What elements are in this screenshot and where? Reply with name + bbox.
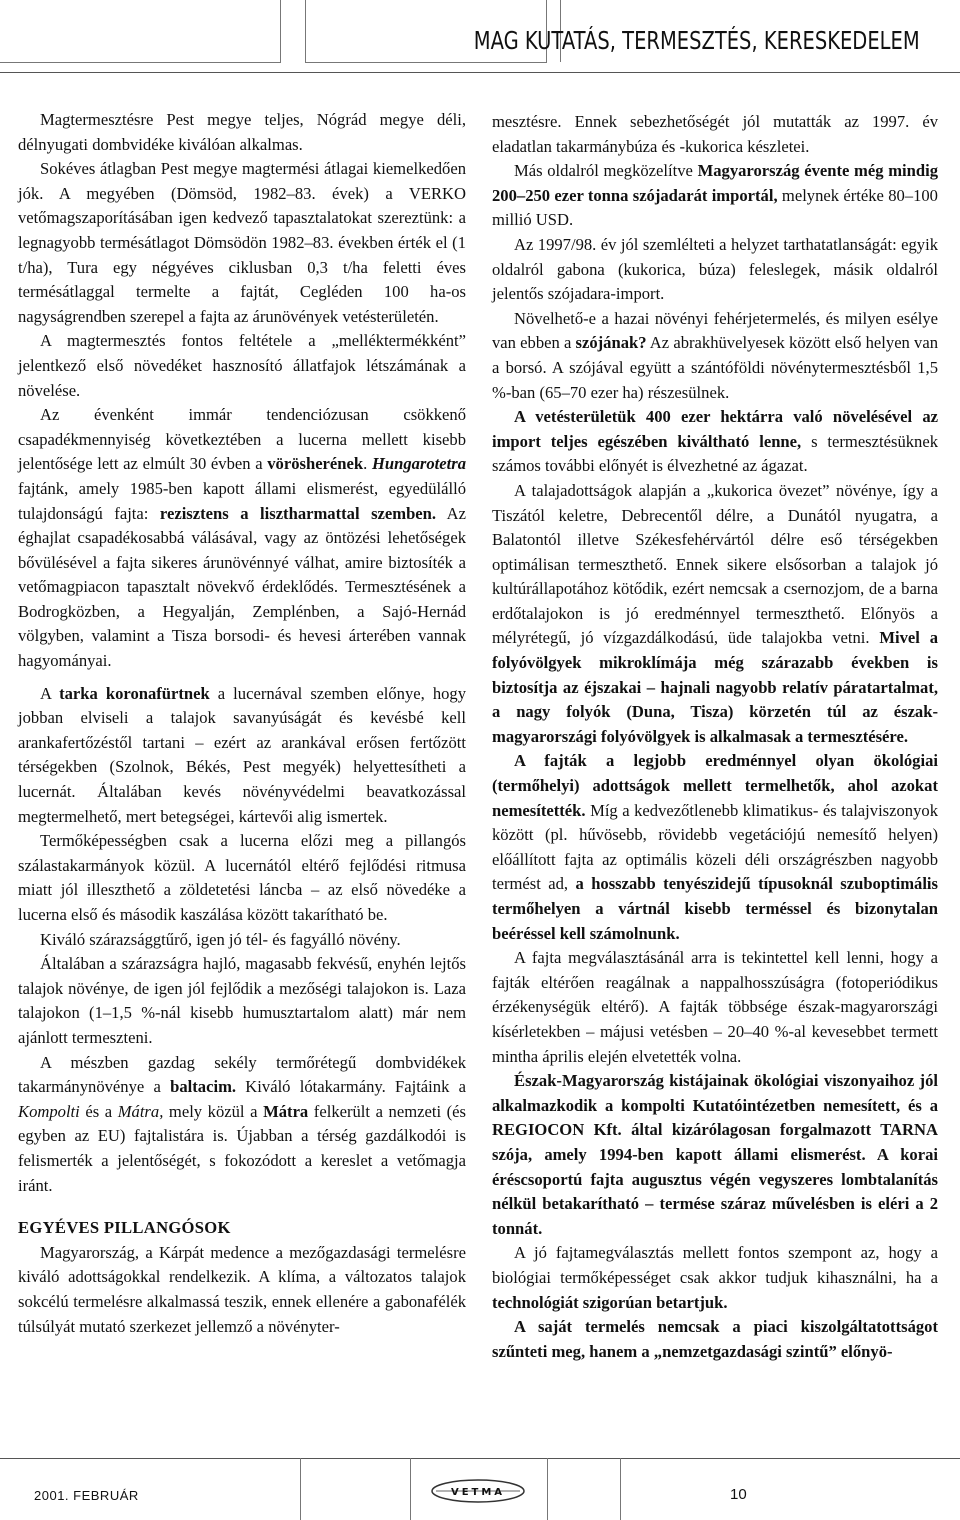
paragraph: Sokéves átlagban Pest megye magtermési átlagai kiemelkedően jók. A megyében (Dömsöd, 1982–83. évek) a VERKO vetőmagszaporításában igen kedvező tapasztalatokat szereztünk: a legnagyobb termésátlagot Dömsödön 1982–83. években érték el (1 t/ha), Tura egy négyéves ciklusban 0,3 t/ha feletti éves termésátlaggal termelte a fajtát, Cegléden 100 ha-os nagyságrendben szerepel a fajta az árunövények vetésterületén. [18, 159, 466, 326]
paragraph: A tarka koronafürtnek a lucernával szemben előnye, hogy jobban elviseli a talajok savanyúságát és kevésbé kell arankafertőzéstől tartani – ezért az arankával erősen fertőzött térségekben (Szolnok, Békés, Pest megyék) helyettesítheti a lucernát. Általában kevés növényvédelmi beavatkozással megtermelhető, mert betegségei, kártevői alig ismertek. [18, 683, 467, 826]
paragraph: Kiváló szárazsággtűrő, igen jó tél- és fagyálló növény. [40, 929, 401, 949]
paragraph: Más oldalról megközelítve Magyarország évente még mindig 200–250 ezer tonna szójadarát importál, melynek értéke 80–100 millió USD. [492, 161, 938, 230]
header-rule [0, 72, 960, 73]
running-head: MAG KUTATÁS, TERMESZTÉS, KERESKEDELEM [474, 26, 920, 55]
paragraph: A fajták a legjobb eredménnyel olyan ökológiai (termőhelyi) adottságok mellett termelhetők, ahol azokat nemesítették. Míg a kedvezőtlenebb klimatikus- és talajviszonyok között (pl. hűvösebb, rövidebb vegetációjú nemesítő helyen) előállított fajta az optimális közeli déli országrészben nagyobb termést ad, a hosszabb tenyészidejű típusoknál szuboptimális termőhelyen a vártnál kisebb terméssel és bizonytalan beéréssel kell számolnunk. [492, 751, 939, 943]
paragraph: A vetésterületük 400 ezer hektárra való növelésével az import teljes egészében kiváltható lenne, s termesztésüknek számos további előnyét is élvezhetné az ágazat. [492, 407, 938, 476]
paragraph: Általában a szárazságra hajló, magasabb fekvésű, enyhén lejtős talajok növénye, de igen jól fejlődik a mezőségi talajokon is. Laza talajokon (1–1,5 %-nál kisebb humusztartalom alatt) már nem ajánlott termeszteni. [18, 954, 466, 1047]
paragraph: Magtermesztésre Pest megye teljes, Nógrád megye déli, délnyugati dombvidéke kiválóan alkalmas. [18, 110, 466, 154]
paragraph: Észak-Magyarország kistájainak ökológiai viszonyaihoz jól alkalmazkodik a kompolti Kutatóintézetben nemesített, és a REGIOCON Kft. által kizárólagosan forgalmazott TARNA szója, amely 1994-ben kapott állami elismerést. A korai éréscsoportú fajta augusztus végén vegyszeres lombtalanítás nélkül betakarítható – termése száraz művelésben is eléri a 2 tonnát. [492, 1071, 938, 1238]
paragraph: A magtermesztés fontos feltétele a „melléktermékként” jelentkező első növedéket hasznosító állatfajok létszámának a növelése. [18, 331, 466, 400]
issue-date: 2001. FEBRUÁR [34, 1488, 139, 1503]
paragraph: A talajadottságok alapján a „kukorica övezet” növénye, így a Tiszától keletre, Debrecentől délre, a Dunától nyugatra, a Balatontól illetve Székesfehérvártól délre eső térségekben optimálisan termeszthető. Ennek sikere elsősorban a talajok jó kultúrállapotához kötődik, ezért nemcsak a csernozjom, de a barna erdőtalajokon is jó eredménnyel termeszthető. Előnyös a mélyrétegű, jó vízgazdálkodású, üde talajokba vetni. Mivel a folyóvölgyek mikroklímája még szárazabb években is biztosítja az éjszakai – hajnali nagyobb relatív páratartalmat, a nagy folyók (Duna, Tisza) körzetén túl az észak-magyarországi folyóvölgyek is alkalmasak a termesztésére. [492, 480, 938, 746]
section-heading: EGYÉVES PILLANGÓSOK [18, 1218, 231, 1238]
logo-text: VETMA [450, 1487, 506, 1498]
right-column [492, 110, 938, 1364]
paragraph: Magyarország, a Kárpát medence a mezőgazdasági termelésre kiváló adottságokkal rendelkezik. A klíma, a változatos talajok sokcélú termelésre alkalmassá teszik, ennek ellenére a gabonafélék túlsúlyát mutató szerkezet jellemző a növényter- [18, 1242, 466, 1336]
paragraph: A jó fajtamegválasztás mellett fontos szempont az, hogy a biológiai termőképességet csak akkor tudjuk kihasználni, ha a technológiát szigorúan betartjuk. [492, 1243, 938, 1312]
paragraph: A saját termelés nemcsak a piaci kiszolgáltatottságot szűnteti meg, hanem a „nemzetgazdasági szintű” előnyö- [492, 1317, 938, 1361]
paragraph: mesztésre. Ennek sebezhetőségét jól mutatták az 1997. év eladatlan takarmánybúza és -kukorica készletei. [492, 112, 938, 156]
header-frame-left [0, 0, 281, 63]
vetma-logo [428, 1478, 528, 1504]
left-column [18, 108, 466, 1339]
paragraph: A fajta megválasztásánál arra is tekintettel kell lenni, hogy a fajták eltérően reagálnak a nappalhosszúságra (fotoperiódikus érzékenységük eltérő). A fajták többsége észak-magyarországi kísérletekben – májusi vetésben – 20–40 %-al kevesebbet termett mintha április elején elvetették volna. [492, 948, 938, 1066]
paragraph: Termőképességben csak a lucerna előzi meg a pillangós szálastakarmányok közül. A lucernától eltérő fejlődési ritmusa miatt jól illeszthető a zöldetetési láncba – az első növedéke a lucerna első és második kaszálása között takarítható be. [18, 831, 466, 924]
page-number: 10 [730, 1486, 747, 1503]
paragraph: A mészben gazdag sekély termőrétegű dombvidékek takarmánynövénye a baltacim. Kiváló lótakarmány. Fajtáink a Kompolti és a Mátra, mely közül a Mátra felkerült a nemzeti (és egyben az EU) fajtalistára is. Újabban a térség gazdálkodói is felismerték a jelentőségét, s fokozódott a kereslet a vetőmagja iránt. [18, 1052, 467, 1195]
paragraph: Az évenként immár tendenciózusan csökkenő csapadékmennyiség következtében a lucerna mellett kisebb jelentősége lett az elmúlt 30 évben a vörösherének. Hungarotetra fajtánk, amely 1985-ben kapott állami elismerést, egyedülálló tulajdonságú fajta: rezisztens a lisztharmattal szemben. Az éghajlat csapadékosabbá válásával, vagy az öntözési lehetőségek bővülésével a fajta sikeres árunövénnyé válhat, amire biztosíték a vetőmagpiacon tapasztalt növekvő érdeklődés. Termesztésének a Bodrogközben, a Hegyalján, Zemplénben, a Sajó-Hernád völgyben, valamint a Tisza borsodi- és hevesi árterében vannak hagyományai. [18, 405, 467, 671]
paragraph: Növelhető-e a hazai növényi fehérjetermelés, és milyen esélye van ebben a szójának? Az abrakhüvelyesek között első helyen van a borsó. A szójával együtt a szántóföldi növénytermesztésből 1,5 %-ban (65–70 ezer ha) részesülnek. [492, 308, 939, 402]
footer-frame-right [620, 1458, 960, 1520]
paragraph: Az 1997/98. év jól szemlélteti a helyzet tarthatatlanságát: egyik oldalról gabona (kukorica, búza) feleslegek, másik oldalról jelentős szójadara-import. [492, 234, 938, 304]
